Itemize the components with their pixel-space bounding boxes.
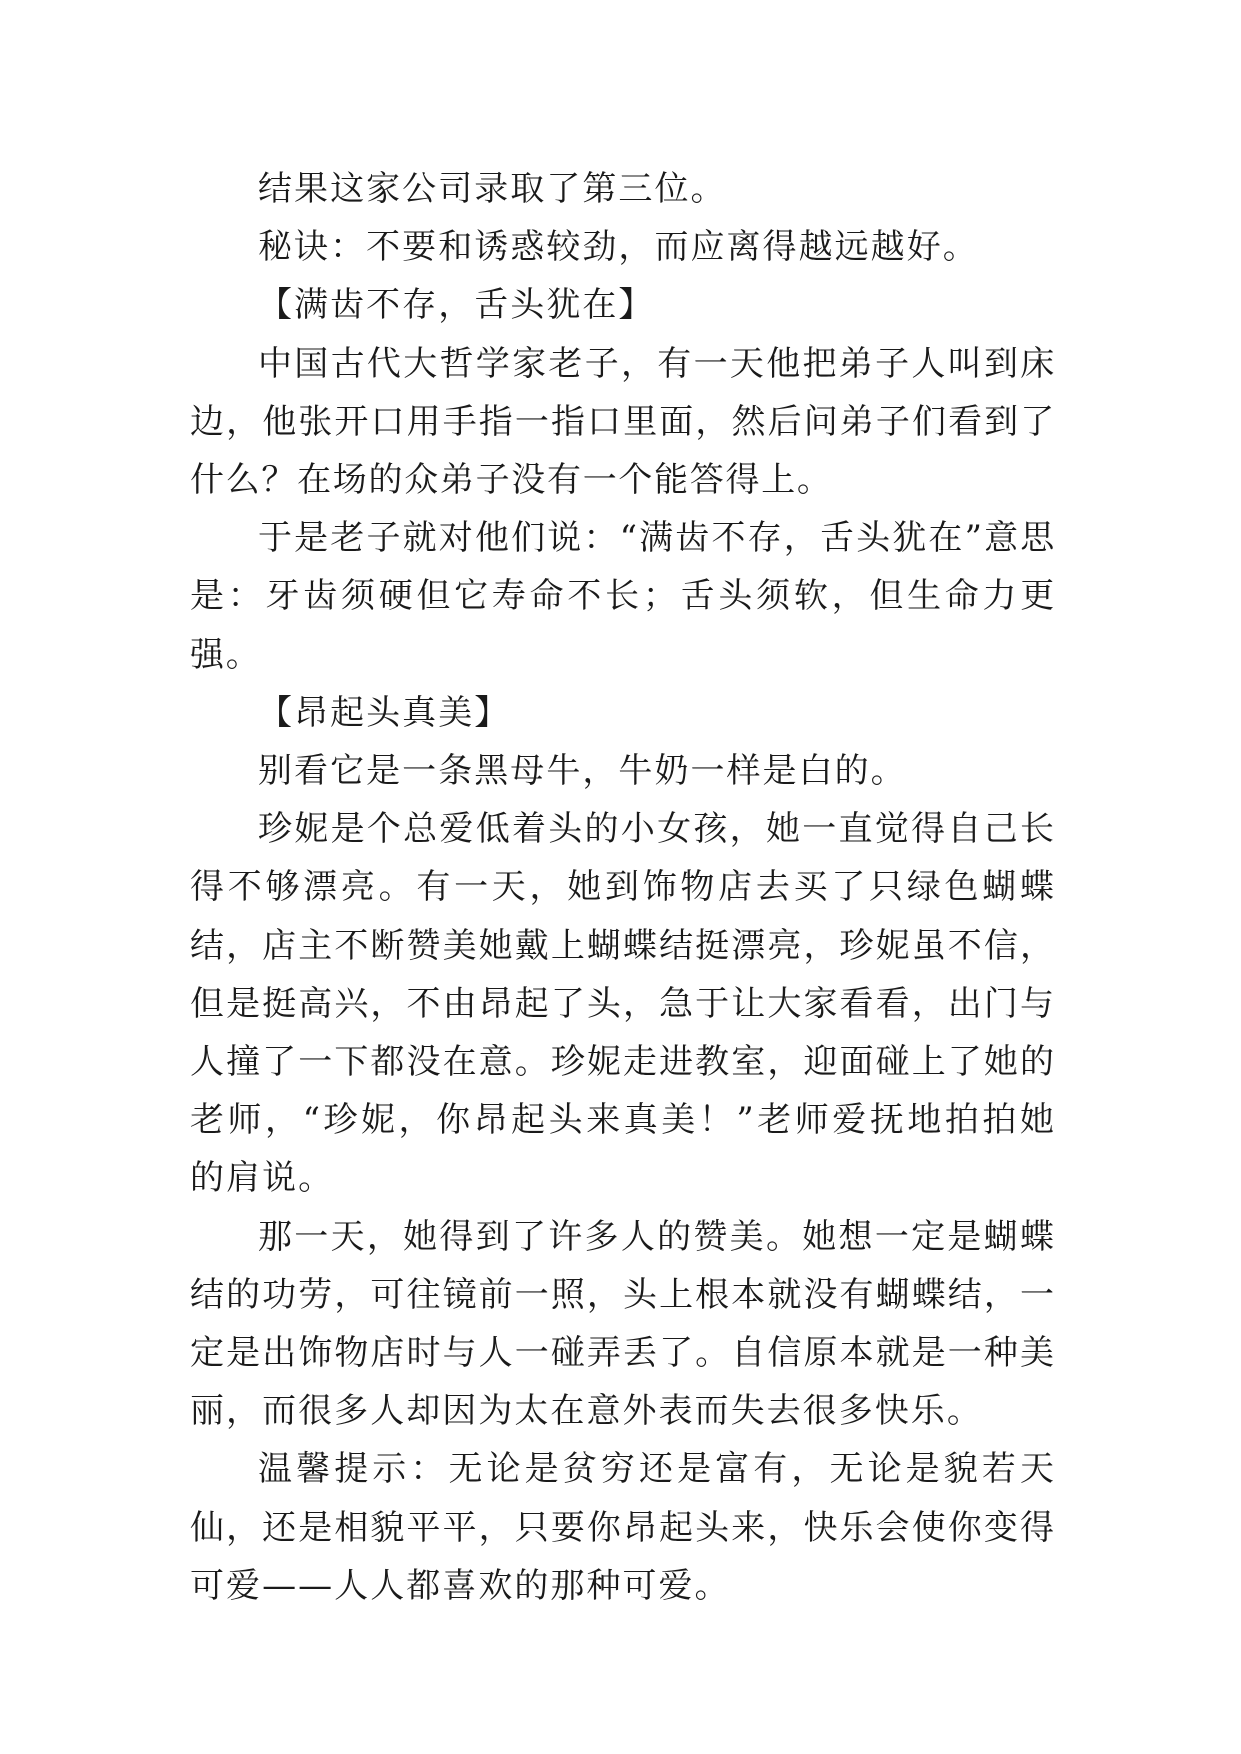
paragraph-result: 结果这家公司录取了第三位。 [258, 169, 727, 209]
paragraph-laozi-story: 中国古代大哲学家老子，有一天他把弟子人叫到床边，他张开口用手指一指口里面，然后问弟子们看到了什么？在场的众弟子没有一个能答得上。 [190, 343, 1056, 501]
paragraph-jenny-story: 珍妮是个总爱低着头的小女孩，她一直觉得自己长得不够漂亮。有一天，她到饰物店去买了只绿色蝴蝶结，店主不断赞美她戴上蝴蝶结挺漂亮，珍妮虽不信，但是挺高兴，不由昂起了头，急于让大家看看，出门与人撞了一下都没在意。珍妮走进教室，迎面碰上了她的老师，“珍妮，你昂起头来真美！”老师爱抚地拍拍她的肩说。 [190, 809, 1056, 1199]
paragraph-black-cow: 别看它是一条黑母牛，牛奶一样是白的。 [258, 751, 907, 792]
document-body [190, 160, 1056, 1615]
paragraph-warm-tip: 温馨提示：无论是贫穷还是富有，无论是貌若天仙，还是相貌平平，只要你昂起头来，快乐会使你变得可爱——人人都喜欢的那种可爱。 [190, 1449, 1056, 1606]
paragraph-jenny-praise: 那一天，她得到了许多人的赞美。她想一定是蝴蝶结的功劳，可往镜前一照，头上根本就没有蝴蝶结，一定是出饰物店时与人一碰弄丢了。自信原本就是一种美丽，而很多人却因为太在意外表而失去很多快乐。 [190, 1216, 1056, 1432]
section-heading-teeth-tongue: 【满齿不存，舌头犹在】 [258, 285, 655, 326]
paragraph-secret: 秘诀：不要和诱惑较劲，而应离得越远越好。 [258, 227, 979, 268]
paragraph-laozi-meaning: 于是老子就对他们说：“满齿不存，舌头犹在”意思是：牙齿须硬但它寿命不长；舌头须软，但生命力更强。 [190, 518, 1056, 675]
section-heading-head-up: 【昂起头真美】 [258, 692, 511, 733]
